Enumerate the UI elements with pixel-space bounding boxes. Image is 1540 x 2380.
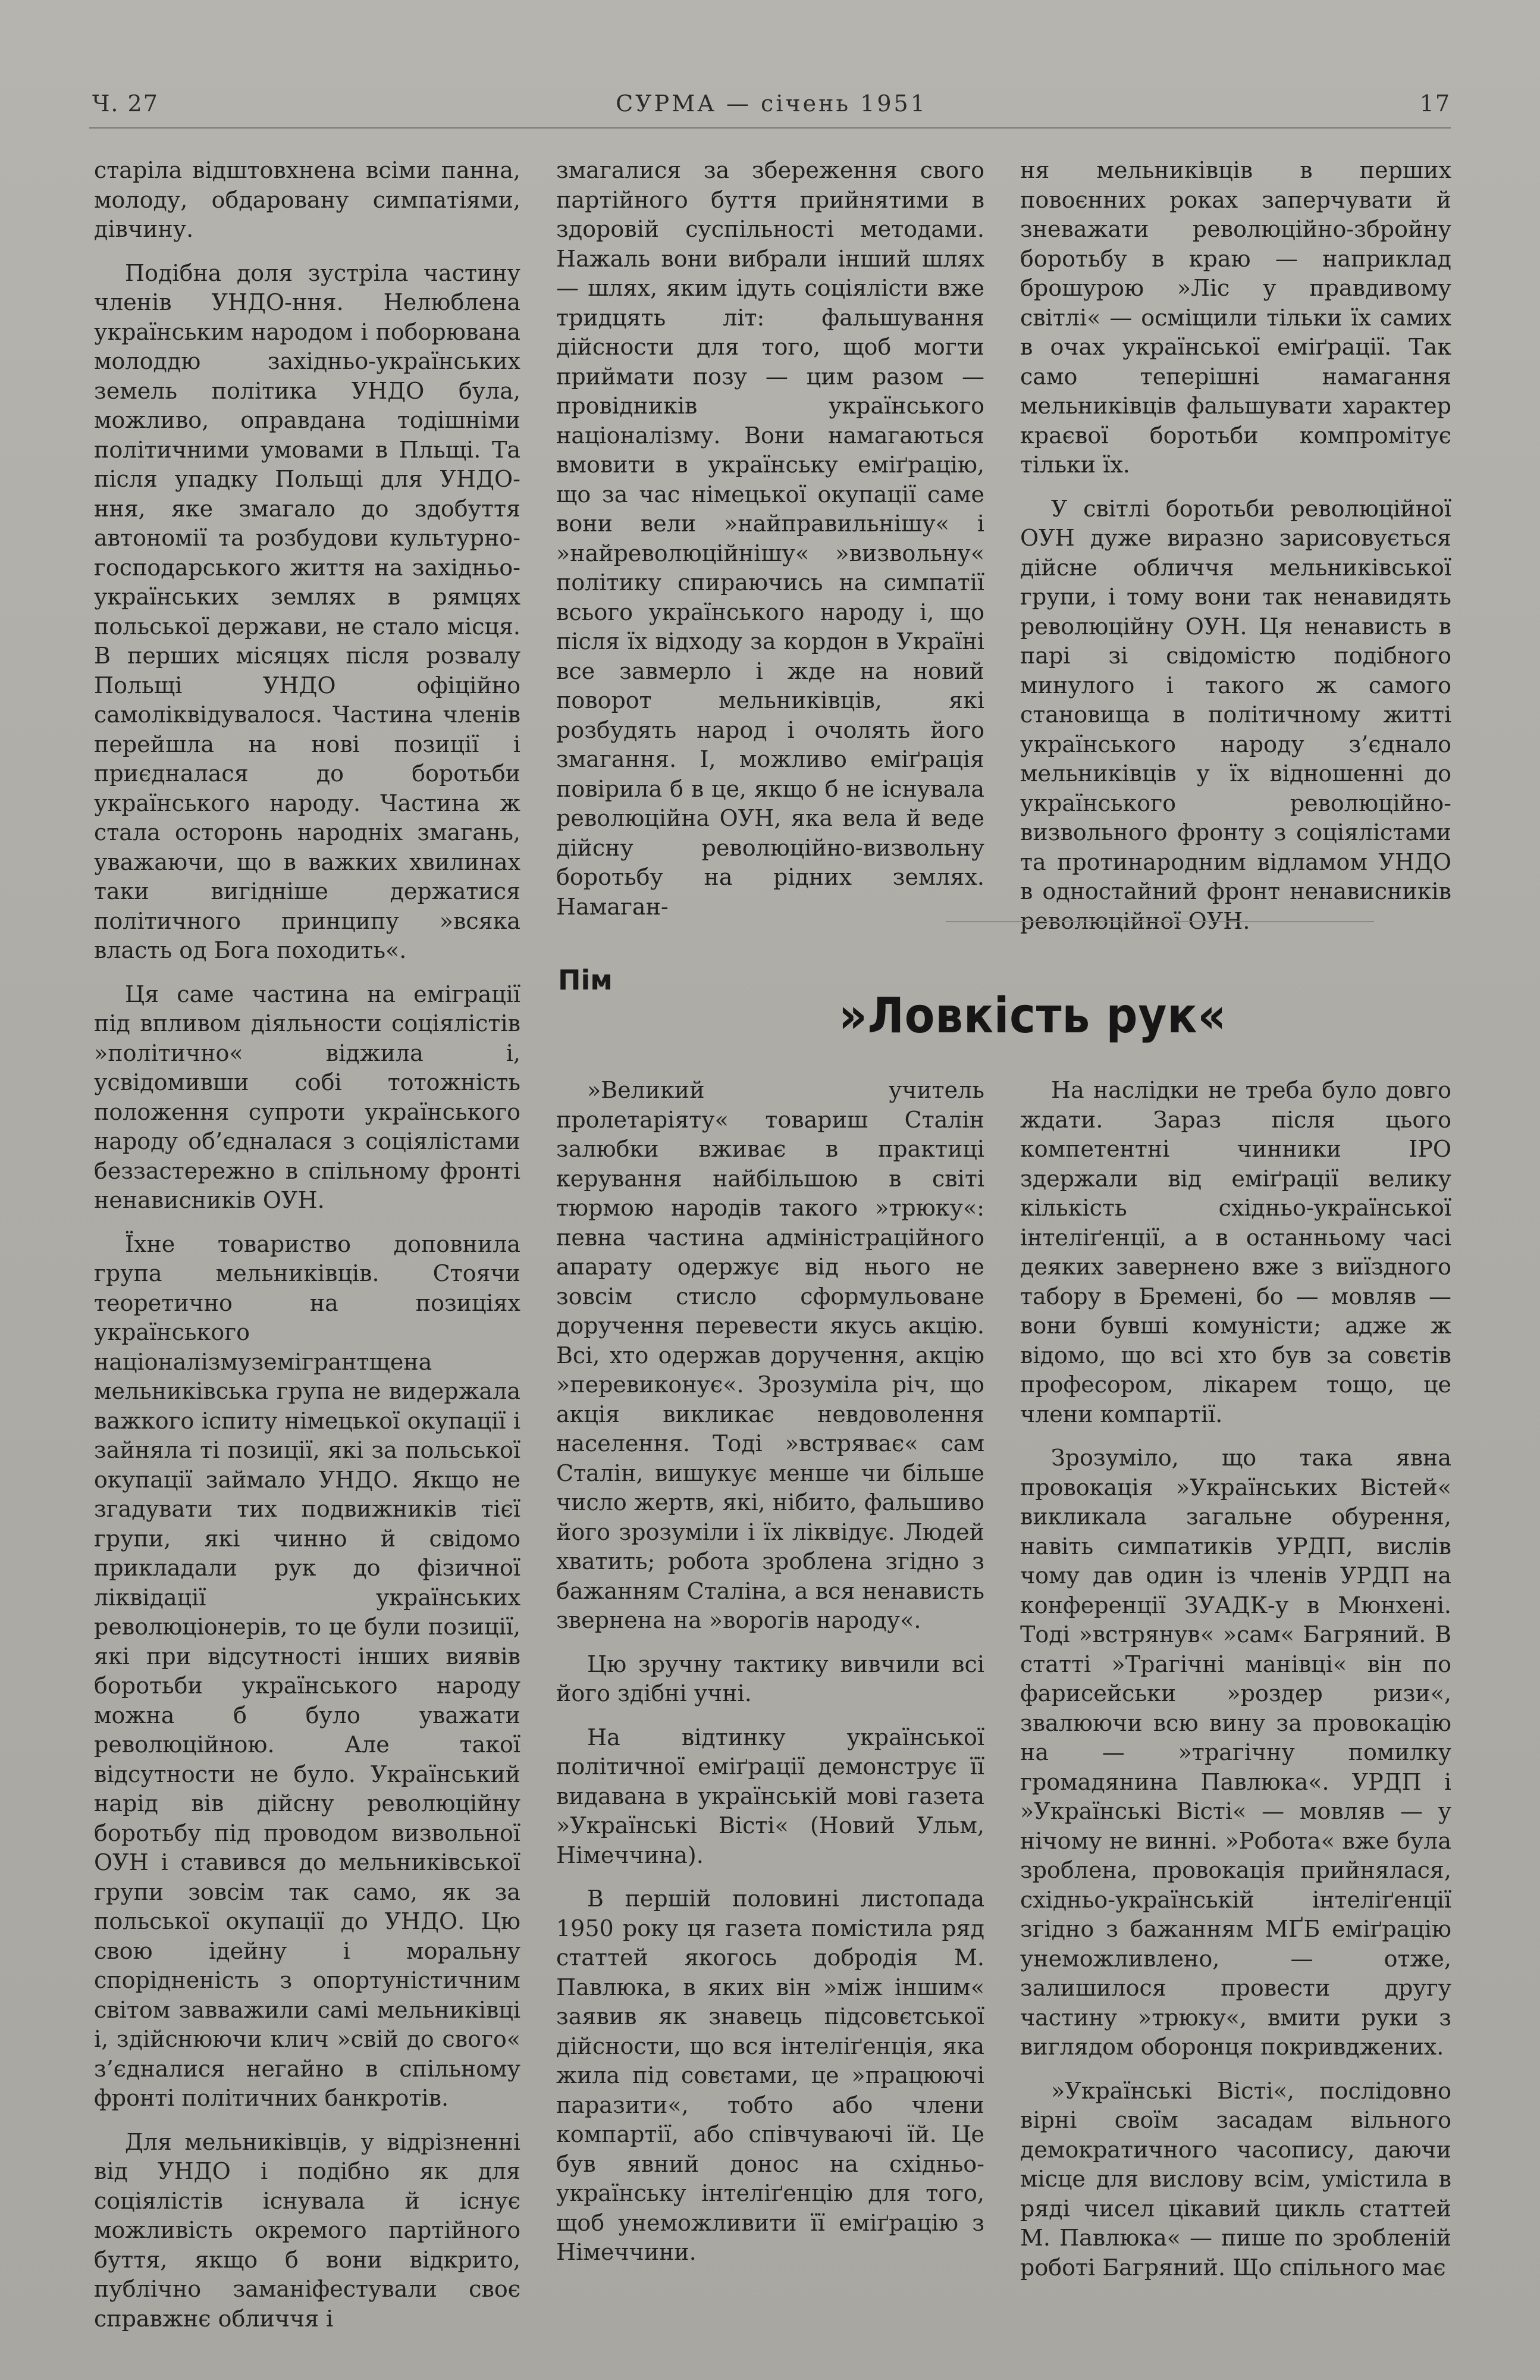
paragraph: У світлі боротьби революційної ОУН дуже виразно зарисовується дійсне обличчя мельниківської групи, і тому вони так ненавидять революційну ОУН. Ця ненависть в парі зі свідомістю подібного минулого і такого ж самого становища в політичному житті українського народу з’єднало мельниківців у їх відношенні до українського революційно-визвольного фронту з соціялістами та протинародним відламом УНДО в одностайний фронт ненависників революційної ОУН. xyxy=(1020,495,1451,934)
article-column-1 xyxy=(556,1076,984,2282)
column-2 xyxy=(556,156,984,936)
column-3 xyxy=(1020,156,1451,950)
paragraph: старіла відштовхнена всіми панна, молоду, обдаровану симпатіями, дівчину. xyxy=(94,157,520,242)
page-header xyxy=(92,90,1451,126)
paragraph: На наслідки не треба було довго ждати. Зараз після цього компетентні чинники ІРО здержали від еміґрації велику кількість східньо-української інтеліґенції, а в останньому часі деяких завернено вже з виїздного табору в Бремені, бо — мовляв — вони бувші комуністи; адже ж відомо, що всі хто був за совєтів професором, лікарем тощо, це члени компартії. xyxy=(1020,1077,1451,1427)
article-author: Пім xyxy=(558,964,613,996)
paragraph: Їхне товариство доповнила група мельниківців. Стоячи теоретично на позиціях українського націоналізмуземігрантщена мельниківська група не видержала важкого іспиту німецької окупації і зайняла ті позиції, які за польської окупації займало УНДО. Якщо не згадувати тих подвижників тієї групи, які чинно й свідомо прикладали рук до фізичної ліквідації українських революціонерів, то це були позиції, які при відсутності інших виявів боротьби українського народу можна б було уважати революційною. Але такої відсутности не було. Український нарід вів дійсну революційну боротьбу під проводом визвольної ОУН і ставився до мельниківської групи зовсім так само, як за польської окупації до УНДО. Цю свою ідейну і моральну спорідненість з опортуністичним світом завважили самі мельниківці і, здійснюючи клич »свій до свого« з’єдналися негайно в спільному фронті політичних банкротів. xyxy=(94,1230,520,2111)
paragraph: Цю зручну тактику вивчили всі його здібні учні. xyxy=(556,1651,984,1706)
header-rule xyxy=(89,127,1451,129)
paragraph: »Великий учитель пролетаріяту« товариш Сталін залюбки вживає в практиці керування найбільшою в світі тюрмою народів такого »трюку«: певна частина адміністраційного апарату одержує від нього не зовсім стисло сформульоване доручення перевести якусь акцію. Всі, хто одержав доручення, акцію »перевиконує«. Зрозуміла річ, що акція викликає невдоволення населення. Тоді »встряває« сам Сталін, вишукує менше чи більше число жертв, які, нібито, фальшиво його зрозуміли і їх ліквідує. Людей хватить; робота зроблена згідно з бажанням Сталіна, а вся ненависть звернена на »ворогів народу«. xyxy=(556,1077,984,1633)
paragraph: Зрозуміло, що така явна провокація »Українських Вістей« викликала загальне обурення, навіть симпатиків УРДП, вислів чому дав один із членів УРДП на конференції ЗУАДК-у в Мюнхені. Тоді »встрянув« »сам« Багряний. В статті »Трагічні манівці« він по фарисейськи »роздер ризи«, звалюючи всю вину за провокацію на — »трагічну помилку громадянина Павлюка«. УРДП і »Українські Вісті« — мовляв — у нічому не винні. »Робота« вже була зроблена, провокація прийнялася, східньо-українській інтеліґенції згідно з бажанням МҐБ еміґрацію унеможливлено, — отже, залишилося провести другу частину »трюку«, вмити руки з виглядом оборонця покривджених. xyxy=(1020,1445,1451,2060)
paragraph: »Українські Вісті«, послідовно вірні своїм засадам вільного демократичного часопису, даючи місце для вислову всім, умістила в ряді чисел цікавий цикль статтей М. Павлюка« — пише по зробленій роботі Багряний. Що спільного має xyxy=(1020,2077,1451,2281)
paragraph: На відтинку української політичної еміґрації демонструє її видавана в українській мові газета »Українські Вісті« (Новий Ульм, Німеччина). xyxy=(556,1724,984,1868)
article-title: »Ловкість рук« xyxy=(839,988,1227,1044)
paragraph: Для мельниківців, у відрізненні від УНДО і подібно як для соціялістів існувала й існує можливість окремого партійного буття, якщо б вони відкрито, публічно заманіфестували своє справжнє обличчя і xyxy=(94,2128,520,2332)
paragraph: Подібна доля зустріла частину членів УНДО-ння. Нелюблена українським народом і поборювана молоддю західньо-українських земель політика УНДО була, можливо, оправдана тодішніми політичними умовами в Пльщі. Та після упадку Польщі для УНДО-ння, яке змагало до здобуття автономії та розбудови культурно-господарського життя на західньо-українських землях в рямцях польської держави, не стало місця. В перших місяцях після розвалу Польщі УНДО офіційно самоліквідувалося. Частина членів перейшла на нові позиції і приєдналася до боротьби українського народу. Частина ж стала осторонь народніх змагань, уважаючи, що в важких хвилинах таки вигідніше держатися політичного принципу »всяка власть од Бога походить«. xyxy=(94,259,520,963)
paragraph: ня мельниківців в перших повоєнних роках заперчувати й зневажати революційно-збройну боротьбу в краю — наприклад брошурою »Ліс у правдивому світлі« — осміщили тільки їх самих в очах української еміґрації. Так само теперішні намагання мельниківців фальшувати характер краєвої боротьби компромітує тільки їх. xyxy=(1020,157,1451,478)
masthead: СУРМА — січень 1951 xyxy=(616,90,927,117)
paragraph: Ця саме частина на еміграції під впливом діяльности соціялістів »політично« віджила і, усвідомивши собі тотожність положення супроти українського народу об’єдналася з соціялістами беззастережно в спільному фронті ненависників ОУН. xyxy=(94,981,520,1213)
page-number: 17 xyxy=(1419,90,1451,117)
issue-number: Ч. 27 xyxy=(92,90,159,117)
article-column-2 xyxy=(1020,1076,1451,2297)
paragraph: змагалися за збереження свого партійного буття прийнятими в здоровій суспільності методами. Нажаль вони вибрали інший шлях — шлях, яким ідуть соціялісти вже тридцять літ: фальшування дійсности для того, щоб могти приймати позу — цим разом — провідників українського націоналізму. Вони намагаються вмовити в українську еміґрацію, що за час німецької окупації саме вони вели »найправильнішу« і »найреволюційнішу« »визвольну« політику спираючись на симпатії всього українського народу і, що після їх відходу за кордон в Україні все завмерло і жде на новий поворот мельниківців, які розбудять народ і очолять його змагання. І, можливо еміґрація повірила б в це, якщо б не існувала революційна ОУН, яка вела й веде дійсну революційно-визвольну боротьбу на рідних землях. Намаган- xyxy=(556,157,984,920)
section-divider xyxy=(946,921,1374,922)
paragraph: В першій половині листопада 1950 року ця газета помістила ряд статтей якогось добродія М. Павлюка, в яких він »між іншим« заявив як знавець підсовєтської дійсности, що вся інтеліґенція, яка жила під совєтами, це »працюючі паразити«, тобто або члени компартії, або співчуваючі їй. Це був явний донос на східньо-українську інтеліґенцію для того, щоб унеможливити її еміґрацію з Німеччини. xyxy=(556,1886,984,2265)
column-1 xyxy=(94,156,520,2348)
